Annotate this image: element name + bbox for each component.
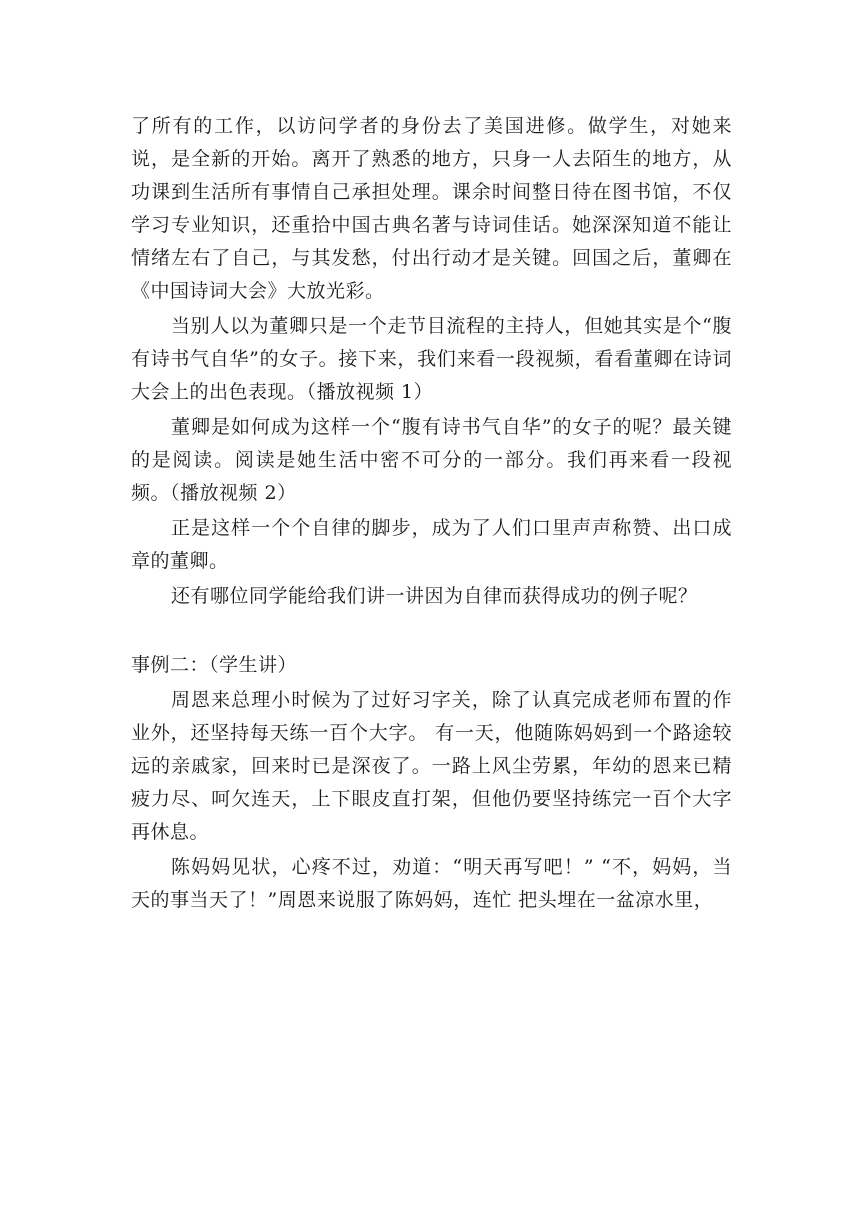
paragraph-question: 还有哪位同学能给我们讲一讲因为自律而获得成功的例子呢？ (171, 585, 698, 607)
section-gap (131, 613, 732, 649)
paragraph-dongqing-host: 当别人以为董卿只是一个走节目流程的主持人，但她其实是个“腹有诗书气自华”的女子。接下来，我们来看一段视频，看看董卿在诗词大会上的出色表现。（播放视频 1） (131, 315, 732, 403)
example-heading: 事例二：（学生讲） (131, 654, 298, 676)
paragraph-dongqing-reading: 董卿是如何成为这样一个“腹有诗书气自华”的女子的呢？最关键的是阅读。阅读是她生活中密不可分的一部分。我们再来看一段视频。（播放视频 2） (131, 416, 732, 504)
paragraph-chen-mama: 陈妈妈见状，心疼不过，劝道：“明天再写吧！” “不，妈妈，当天的事当天了！”周恩来说服了陈妈妈，连忙 把头埋在一盆凉水里， (131, 856, 732, 911)
paragraph-zhou-enlai: 周恩来总理小时候为了过好习字关，除了认真完成老师布置的作业外，还坚持每天练一百个大字。 有一天，他随陈妈妈到一个路途较远的亲戚家，回来时已是深夜了。一路上风尘劳累，年幼的恩来已精疲力尽、呵欠连天，上下眼皮直打架，但他仍要坚持练完一百个大字再休息。 (131, 689, 732, 843)
paragraph-continuation: 了所有的工作，以访问学者的身份去了美国进修。做学生，对她来说，是全新的开始。离开了熟悉的地方，只身一人去陌生的地方，从功课到生活所有事情自己承担处理。课余时间整日待在图书馆，不仅学习专业知识，还重拾中国古典名著与诗词佳话。她深深知道不能让情绪左右了自己，与其发愁，付出行动才是关键。回国之后，董卿在《中国诗词大会》大放光彩。 (131, 115, 732, 302)
paragraph-self-discipline: 正是这样一个个自律的脚步，成为了人们口里声声称赞、出口成章的董卿。 (131, 517, 732, 572)
